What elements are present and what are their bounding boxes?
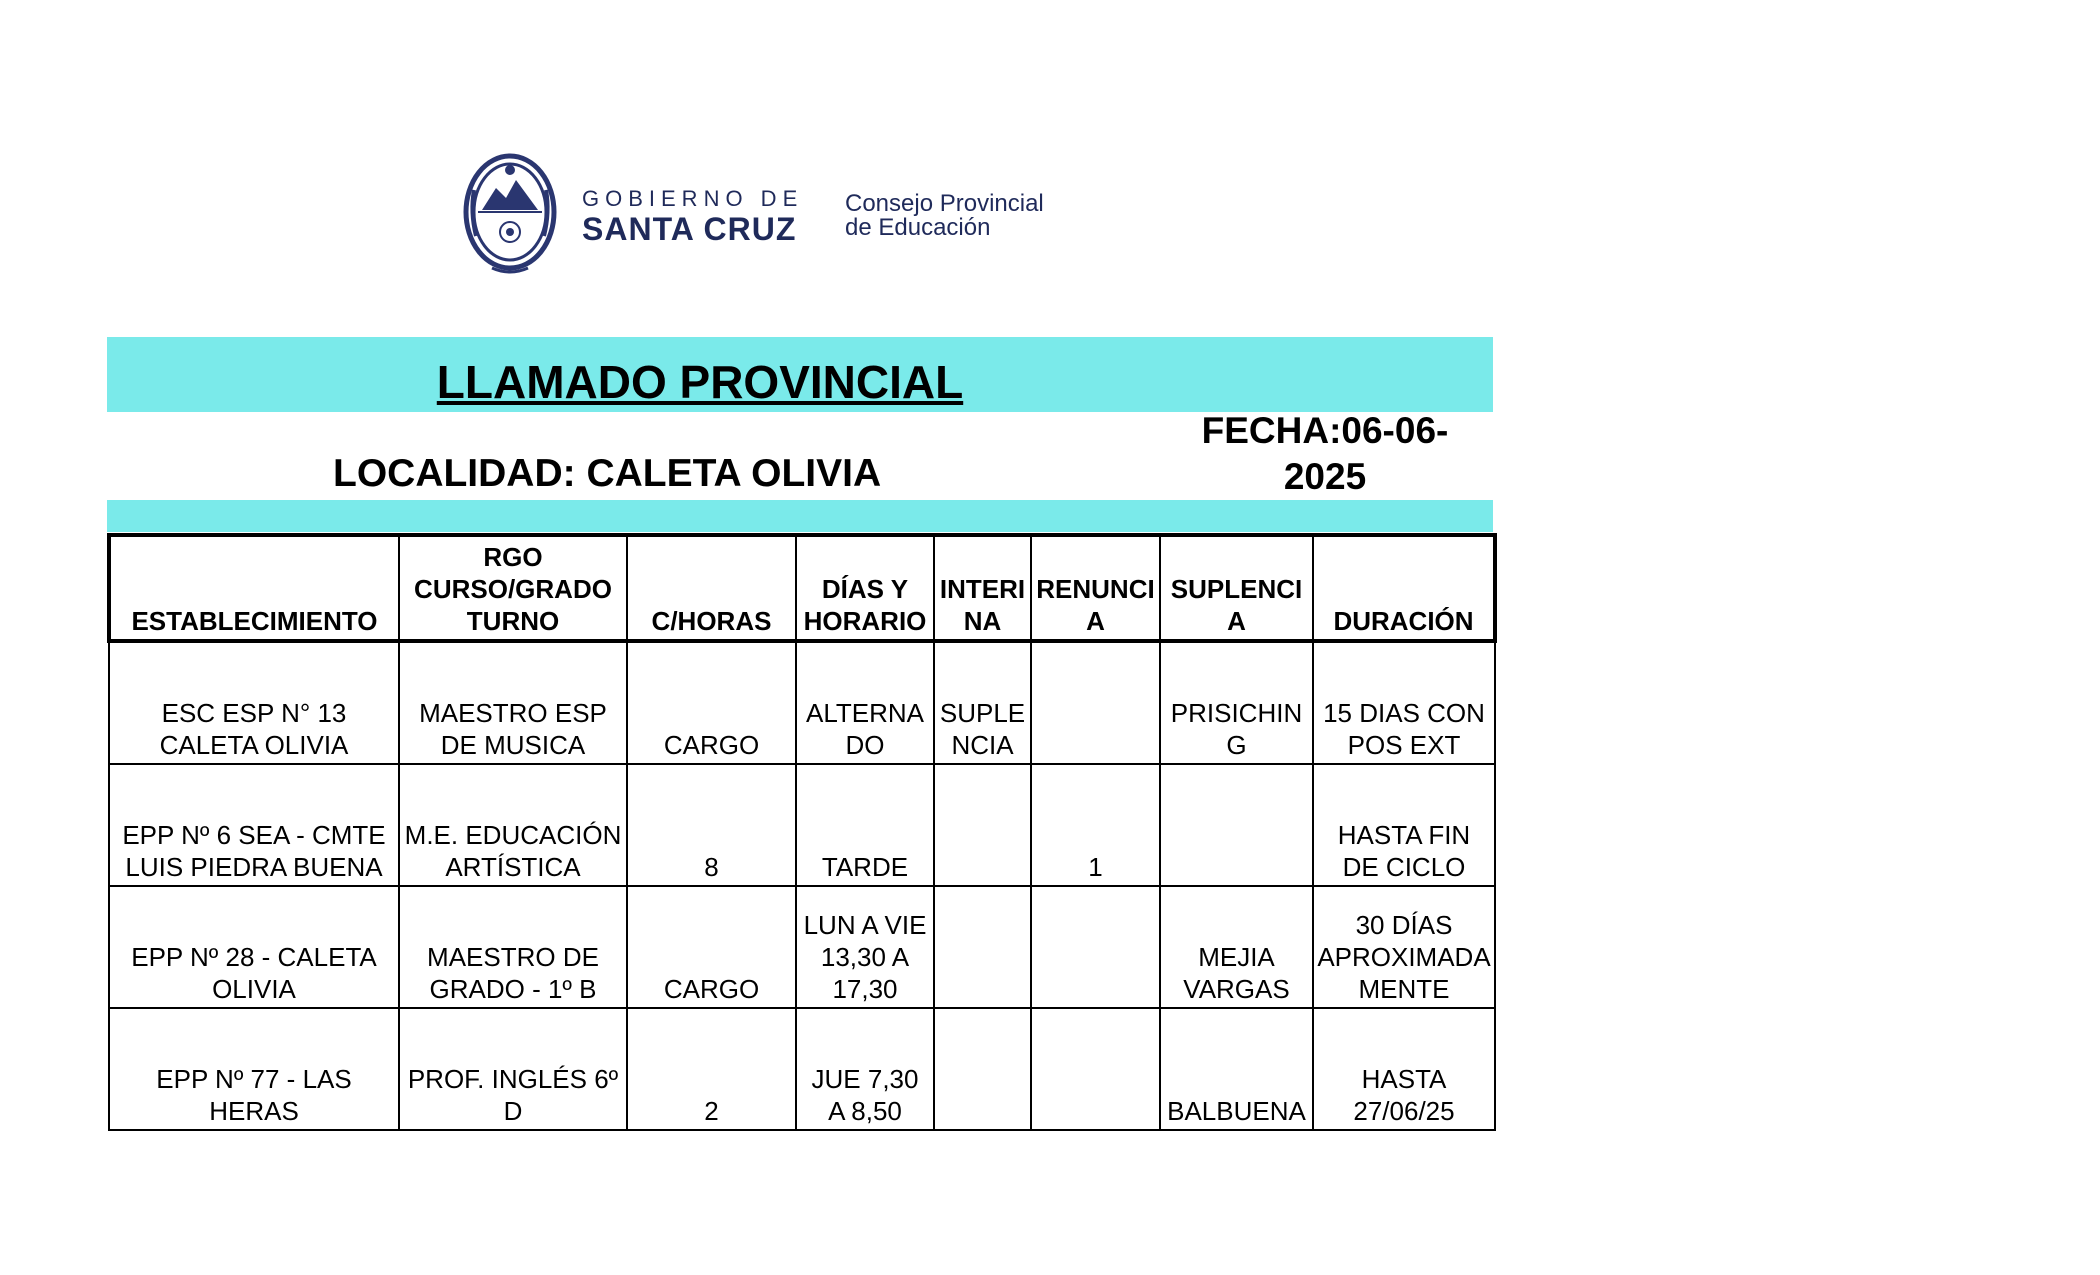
table-cell-line: BALBUENA: [1167, 1096, 1306, 1126]
table-cell-line: VARGAS: [1183, 974, 1290, 1004]
table-cell-line: POS EXT: [1347, 730, 1461, 760]
localidad-label: LOCALIDAD: CALETA OLIVIA: [333, 452, 882, 495]
gobierno-line1: GOBIERNO DE: [582, 186, 804, 211]
table-cell: [627, 641, 796, 764]
column-header-line: A: [1227, 606, 1246, 636]
table-cell: [1031, 641, 1160, 764]
table-cell-line: JUE 7,30: [811, 1064, 919, 1094]
table-row: [109, 764, 1495, 886]
table-cell-line: SUPLE: [939, 698, 1026, 728]
table-cell-line: APROXIMADA: [1317, 942, 1491, 972]
table-cell: [399, 764, 627, 886]
gobierno-line2: SANTA CRUZ: [582, 211, 797, 247]
fecha-line2: 2025: [1283, 456, 1367, 497]
table-cell-line: A 8,50: [828, 1096, 902, 1126]
consejo-line1: Consejo Provincial: [845, 190, 1044, 217]
column-header-line: A: [1086, 606, 1105, 636]
table-cell: [1313, 1008, 1495, 1130]
table-cell: [627, 1008, 796, 1130]
table-cell: [934, 764, 1031, 886]
fecha-line1: FECHA:06-06-: [1201, 410, 1449, 451]
column-header-line: C/HORAS: [651, 606, 772, 636]
table-row: [109, 641, 1495, 764]
table-cell-line: OLIVIA: [212, 974, 296, 1004]
table-cell-line: ALTERNA: [806, 698, 924, 728]
table-cell-line: 2: [704, 1096, 719, 1126]
santa-cruz-seal-icon: [460, 150, 560, 280]
llamado-table: [107, 533, 1497, 1131]
consejo-logo-text: [845, 192, 1044, 240]
column-header-line: NA: [963, 606, 1002, 636]
table-cell-line: CALETA OLIVIA: [159, 730, 349, 760]
table-cell-line: MAESTRO DE: [427, 942, 599, 972]
table-cell-line: 27/06/25: [1353, 1096, 1455, 1126]
table-cell-line: NCIA: [951, 730, 1014, 760]
consejo-line2: de Educación: [845, 214, 991, 241]
table-cell: [1031, 886, 1160, 1008]
column-header: [796, 535, 934, 641]
table-cell: [1160, 641, 1313, 764]
table-cell-line: 30 DÍAS: [1355, 910, 1453, 940]
column-header: [399, 535, 627, 641]
table-cell-line: DE CICLO: [1342, 852, 1466, 882]
table-cell-line: HASTA FIN: [1337, 820, 1471, 850]
table-cell-line: LUIS PIEDRA BUENA: [125, 852, 383, 882]
table-cell: [399, 886, 627, 1008]
table-body: [109, 641, 1495, 1130]
table-cell: [1313, 764, 1495, 886]
table-cell-line: MENTE: [1358, 974, 1450, 1004]
column-header-line: INTERI: [939, 574, 1026, 604]
table-cell: [627, 764, 796, 886]
table-row: [109, 886, 1495, 1008]
table-cell-line: 1: [1088, 852, 1103, 882]
table-cell-line: HASTA: [1361, 1064, 1447, 1094]
column-header-line: TURNO: [466, 606, 560, 636]
table-header-row: [109, 535, 1495, 641]
column-header: [934, 535, 1031, 641]
table-cell: [1031, 1008, 1160, 1130]
table-cell-line: 15 DIAS CON: [1323, 698, 1485, 728]
column-header-line: HORARIO: [803, 606, 927, 636]
table-cell-line: 17,30: [832, 974, 898, 1004]
table-cell-line: G: [1226, 730, 1247, 760]
logo: [460, 150, 1060, 285]
table-cell: [1313, 886, 1495, 1008]
table-cell: [796, 764, 934, 886]
table-cell-line: 13,30 A: [820, 942, 910, 972]
page-title: LLAMADO PROVINCIAL: [436, 356, 964, 408]
table-cell-line: GRADO - 1º B: [429, 974, 597, 1004]
table-cell: [796, 641, 934, 764]
table-cell-line: EPP Nº 77 - LAS: [156, 1064, 352, 1094]
table-cell-line: D: [503, 1096, 523, 1126]
column-header: [109, 535, 399, 641]
separator-band: [107, 500, 1493, 532]
table-cell-line: DE MUSICA: [440, 730, 586, 760]
table-cell-line: HERAS: [209, 1096, 299, 1126]
table-cell: [399, 641, 627, 764]
table-cell: [109, 641, 399, 764]
table-cell: [1160, 1008, 1313, 1130]
table-cell-line: 8: [704, 852, 719, 882]
table-cell-line: CARGO: [663, 730, 760, 760]
table-cell: [1160, 764, 1313, 886]
column-header: [1031, 535, 1160, 641]
table-cell: [796, 886, 934, 1008]
column-header-line: CURSO/GRADO: [414, 574, 612, 604]
table-cell: [109, 764, 399, 886]
table-cell: [399, 1008, 627, 1130]
column-header-line: RENUNCI: [1036, 574, 1155, 604]
column-header: [1160, 535, 1313, 641]
table-cell: [1160, 886, 1313, 1008]
gobierno-logo-text: [582, 186, 822, 246]
table-cell-line: ARTÍSTICA: [445, 852, 581, 882]
table-cell: [934, 1008, 1031, 1130]
table-cell-line: EPP Nº 28 - CALETA: [131, 942, 377, 972]
table-cell: [934, 886, 1031, 1008]
table-cell-line: EPP Nº 6 SEA - CMTE: [122, 820, 386, 850]
table-cell-line: M.E. EDUCACIÓN: [404, 820, 622, 850]
column-header-line: DURACIÓN: [1333, 606, 1474, 636]
table-cell-line: CARGO: [663, 974, 760, 1004]
table-cell-line: MEJIA: [1198, 942, 1275, 972]
table-cell: [934, 641, 1031, 764]
table-cell: [1313, 641, 1495, 764]
table-row: [109, 1008, 1495, 1130]
table-cell: [109, 1008, 399, 1130]
table-cell: [796, 1008, 934, 1130]
fecha-label: [1190, 408, 1460, 500]
table-cell: [109, 886, 399, 1008]
table-cell-line: MAESTRO ESP: [419, 698, 607, 728]
column-header-line: ESTABLECIMIENTO: [131, 606, 378, 636]
table-cell-line: PRISICHIN: [1170, 698, 1303, 728]
table-cell-line: TARDE: [821, 852, 909, 882]
column-header: [627, 535, 796, 641]
table-cell-line: PROF. INGLÉS 6º: [407, 1064, 619, 1094]
table-cell: [627, 886, 796, 1008]
column-header-line: RGO: [483, 542, 543, 572]
table-cell-line: LUN A VIE: [803, 910, 927, 940]
column-header-line: SUPLENCI: [1170, 574, 1303, 604]
column-header: [1313, 535, 1495, 641]
table-cell-line: DO: [845, 730, 885, 760]
table-cell-line: ESC ESP N° 13: [161, 698, 347, 728]
table-cell: [1031, 764, 1160, 886]
column-header-line: DÍAS Y: [821, 574, 909, 604]
